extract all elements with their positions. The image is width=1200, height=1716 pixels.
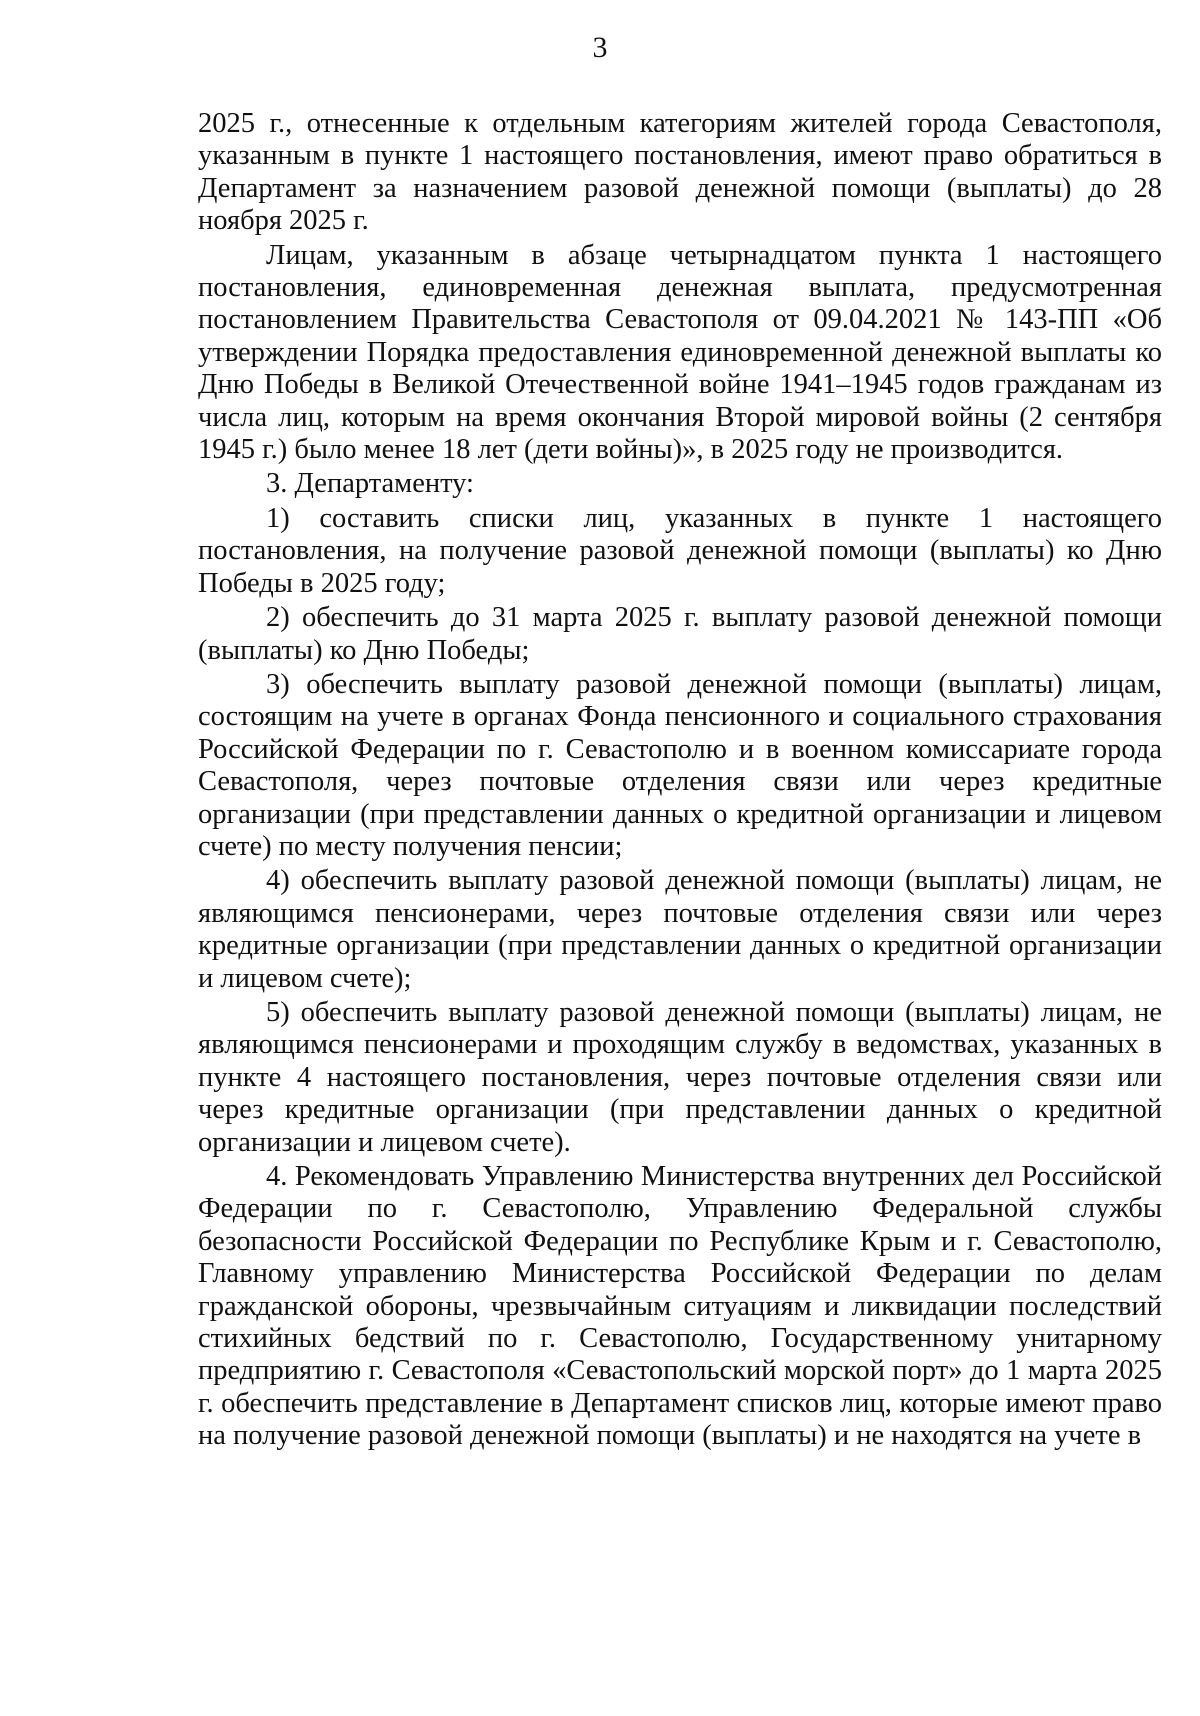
paragraph-item-3-2: 2) обеспечить до 31 марта 2025 г. выплату разовой денежной помощи (выплаты) ко Дню Победы; [198,602,1162,666]
paragraph-section-4: 4. Рекомендовать Управлению Министерства внутренних дел Российской Федерации по г. Севастополю, Управлению Федеральной службы безопасности Российской Федерации по Республике Крым и г. Севастополю, Главному управлению Министерства Российской Федерации по делам гражданской обороны, чрезвычайным ситуациям и ликвидации последствий стихийных бедствий по г. Севастополю, Государственному унитарному предприятию г. Севастополя «Севастопольский морской порт» до 1 марта 2025 г. обеспечить представление в Департамент списков лиц, которые имеют право на получение разовой денежной помощи (выплаты) и не находятся на учете в [198,1161,1162,1452]
document-body [198,108,1162,1455]
paragraph-children-of-war-payment: Лицам, указанным в абзаце четырнадцатом пункта 1 настоящего постановления, единовременная денежная выплата, предусмотренная постановлением Правительства Севастополя от 09.04.2021 № 143-ПП «Об утверждении Порядка предоставления единовременной денежной выплаты ко Дню Победы в Великой Отечественной войне 1941–1945 годов гражданам из числа лиц, которым на время окончания Второй мировой войны (2 сентября 1945 г.) было менее 18 лет (дети войны)», в 2025 году не производится. [198,239,1162,466]
paragraph-item-3-3: 3) обеспечить выплату разовой денежной помощи (выплаты) лицам, состоящим на учете в органах Фонда пенсионного и социального страхования Российской Федерации по г. Севастополю и в военном комиссариате города Севастополя, через почтовые отделения связи или через кредитные организации (при представлении данных о кредитной организации и лицевом счете) по месту получения пенсии; [198,668,1162,862]
paragraph-item-3-4: 4) обеспечить выплату разовой денежной помощи (выплаты) лицам, не являющимся пенсионерами, через почтовые отделения связи или через кредитные организации (при представлении данных о кредитной организации и лицевом счете); [198,865,1162,994]
paragraph-item-3-1: 1) составить списки лиц, указанных в пункте 1 настоящего постановления, на получение разовой денежной помощи (выплаты) ко Дню Победы в 2025 году; [198,502,1162,599]
page-number: 3 [592,31,608,64]
paragraph-section-3-heading: 3. Департаменту: [266,468,474,500]
paragraph-item-3-5: 5) обеспечить выплату разовой денежной помощи (выплаты) лицам, не являющимся пенсионерами и проходящим службу в ведомствах, указанных в пункте 4 настоящего постановления, через почтовые отделения связи или через кредитные организации (при представлении данных о кредитной организации и лицевом счете). [198,996,1162,1158]
paragraph-continuation-application-deadline: 2025 г., отнесенные к отдельным категориям жителей города Севастополя, указанным в пункте 1 настоящего постановления, имеют право обратиться в Департамент за назначением разовой денежной помощи (выплаты) до 28 ноября 2025 г. [198,108,1162,237]
